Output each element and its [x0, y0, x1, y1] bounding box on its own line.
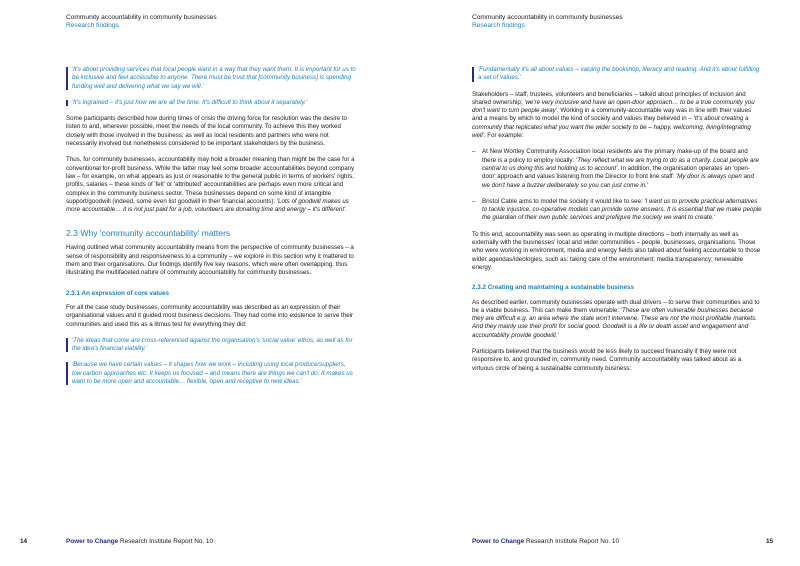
bullet-list: [472, 148, 762, 222]
header-section: Research findings: [472, 22, 525, 29]
right-column: [472, 66, 762, 381]
quote: 'It's ingrained – it's just how we are all the time. It's difficult to think about it separately.': [66, 99, 356, 107]
paragraph: As described earlier, community businesses operate with dual drivers – to serve their communities and to be a viable business. This can make them vulnerable: 'These are often vulnerable businesses because they are difficult e.g. an area where the state won't intervene. These are not the most profitable markets. And they mainly use their profit for social good. Goodwill is a life or death asset and engagement and accountability provide goodwill.': [472, 298, 760, 339]
footer-report: Research Institute Report No. 10: [118, 538, 214, 545]
quote: 'Fundamentally it's all about values – valuing the bookshop, literacy and reading. And it's about fulfilling a set of values.': [472, 66, 762, 83]
header-title: Community accountability in community businesses: [472, 14, 623, 21]
list-item: – At New Wortley Community Association local residents are the primary make-up of the board and there is a policy to employ locally: 'They reflect what we are trying to do as a charity. Local people are central to us doing this and holding us to account'. In addition, the organisation operates an 'open-door' approach and values listening from the Director to front line staff: 'My door is always open and we don't have a buzzer deliberately so you can just come in.': [472, 148, 759, 189]
paragraph: To this end, accountability was seen as operating in multiple directions – both internally as well as externally with the businesses' local and wider communities – people, businesses, organisations. Those who were working in environment, media and energy fields also talked about feeling accountable to those wider agendas/ideologies, such as: taking care of the environment; media transparency; renewable energy.: [472, 230, 761, 271]
running-header: [66, 14, 217, 30]
paragraph: For all the case study businesses, community accountability was described as an expression of their organisational values and it guided most business decisions. They had come into existence to serve their communities and used this as a litmus test for everything they did:: [66, 303, 354, 328]
paragraph: Having outlined what community accountability means from the perspective of community businesses – a sense of responsibility and responsiveness to a community – we explore in this section why it mattered to them and their organisations. Our findings identify five key reasons, which were often overlapping, thus illustrating the multifaceted nature of community accountability for community businesses.: [66, 244, 354, 277]
right-page: [400, 0, 800, 566]
quote: 'The ideas that come are cross-referenced against the organisation's 'social value' ethos, as well as for the idea's financial viability.': [66, 337, 356, 354]
paragraph: Stakeholders – staff, trustees, volunteers and beneficiaries – talked about principles of inclusion and shared ownership: 'we're very inclusive and have an open-door approach… to be a true community you don't want to turn people away'. Working in a community-accountable way was in line with their values and a means by which to model the kind of society and values they believed in – 'It's about creating a community that replicates what you want the wider society to be – happy, welcoming, living/integrating well'. For example:: [472, 90, 755, 140]
subsection-heading: 2.3.1 An expression of core values: [66, 289, 170, 297]
paragraph: Thus, for community businesses, accountability may hold a broader meaning than might be the case for a conventional for-profit business. While the latter may feel some broader accountabilities beyond company law – for example, on what appears as just or reasonable to the general public in terms of workers' rights, profits, salaries – these kinds of 'felt' or 'attributed' accountabilities are perhaps even more critical and complex in the community business sector. These businesses depend on some kind of intangible support/goodwill (indeed, some even list goodwill in their financial accounts): 'Lots of goodwill makes us more accountable… it is not just paid for a job, volunteers are donating time and energy – it's different'.: [66, 156, 355, 214]
page-number: 14: [20, 538, 28, 545]
paragraph: Participants believed that the business would be less likely to succeed financially if they were not responsive to, and grounded in, community need. Community accountability was talked about as a virtuous circle of being a sustainable community business:: [472, 348, 742, 372]
header-section: Research findings: [66, 22, 119, 29]
running-header: [472, 14, 623, 30]
left-column: [66, 66, 356, 394]
quote: 'It's about providing services that local people want in a way that they want them. It is important for us to be inclusive and feel accessible to anyone. There must be trust that [community business] is spending funding well and delivering what we say we will.': [66, 66, 356, 91]
footer: [66, 538, 213, 545]
footer-brand: Power to Change: [472, 538, 525, 545]
quote: 'Because we have certain values – it shapes how we work – including using local produce/suppliers, low carbon approaches etc. It keeps us focused – and means there are things we can't do. It makes us want to be more open and accountable… flexible, open and receptive to new ideas.': [66, 361, 356, 386]
header-title: Community accountability in community businesses: [66, 14, 217, 21]
list-item: – Bristol Cable aims to model the society it would like to see: 'I want us to provide practical alternatives to tackle injustice, co-operative models can provide some answers. It is essential that we make people the guardian of their own public services and prefigure the society we want to create.': [472, 197, 762, 222]
subsection-heading: 2.3.2 Creating and maintaining a sustainable business: [472, 284, 635, 292]
footer-brand: Power to Change: [66, 538, 119, 545]
paragraph: Some participants described how during times of crisis the driving force for resolution was the desire to listen to and, wherever possible, meet the needs of the local community. To achieve this they worked closely with those involved in the business, as well as local residents and partners who were not necessarily involved but nonetheless considered to be important stakeholders by the business.: [66, 115, 347, 148]
footer-report: Research Institute Report No. 10: [524, 538, 620, 545]
page-number: 15: [766, 538, 774, 545]
section-heading: 2.3 Why 'community accountability' matters: [66, 228, 231, 239]
footer: [472, 538, 619, 545]
